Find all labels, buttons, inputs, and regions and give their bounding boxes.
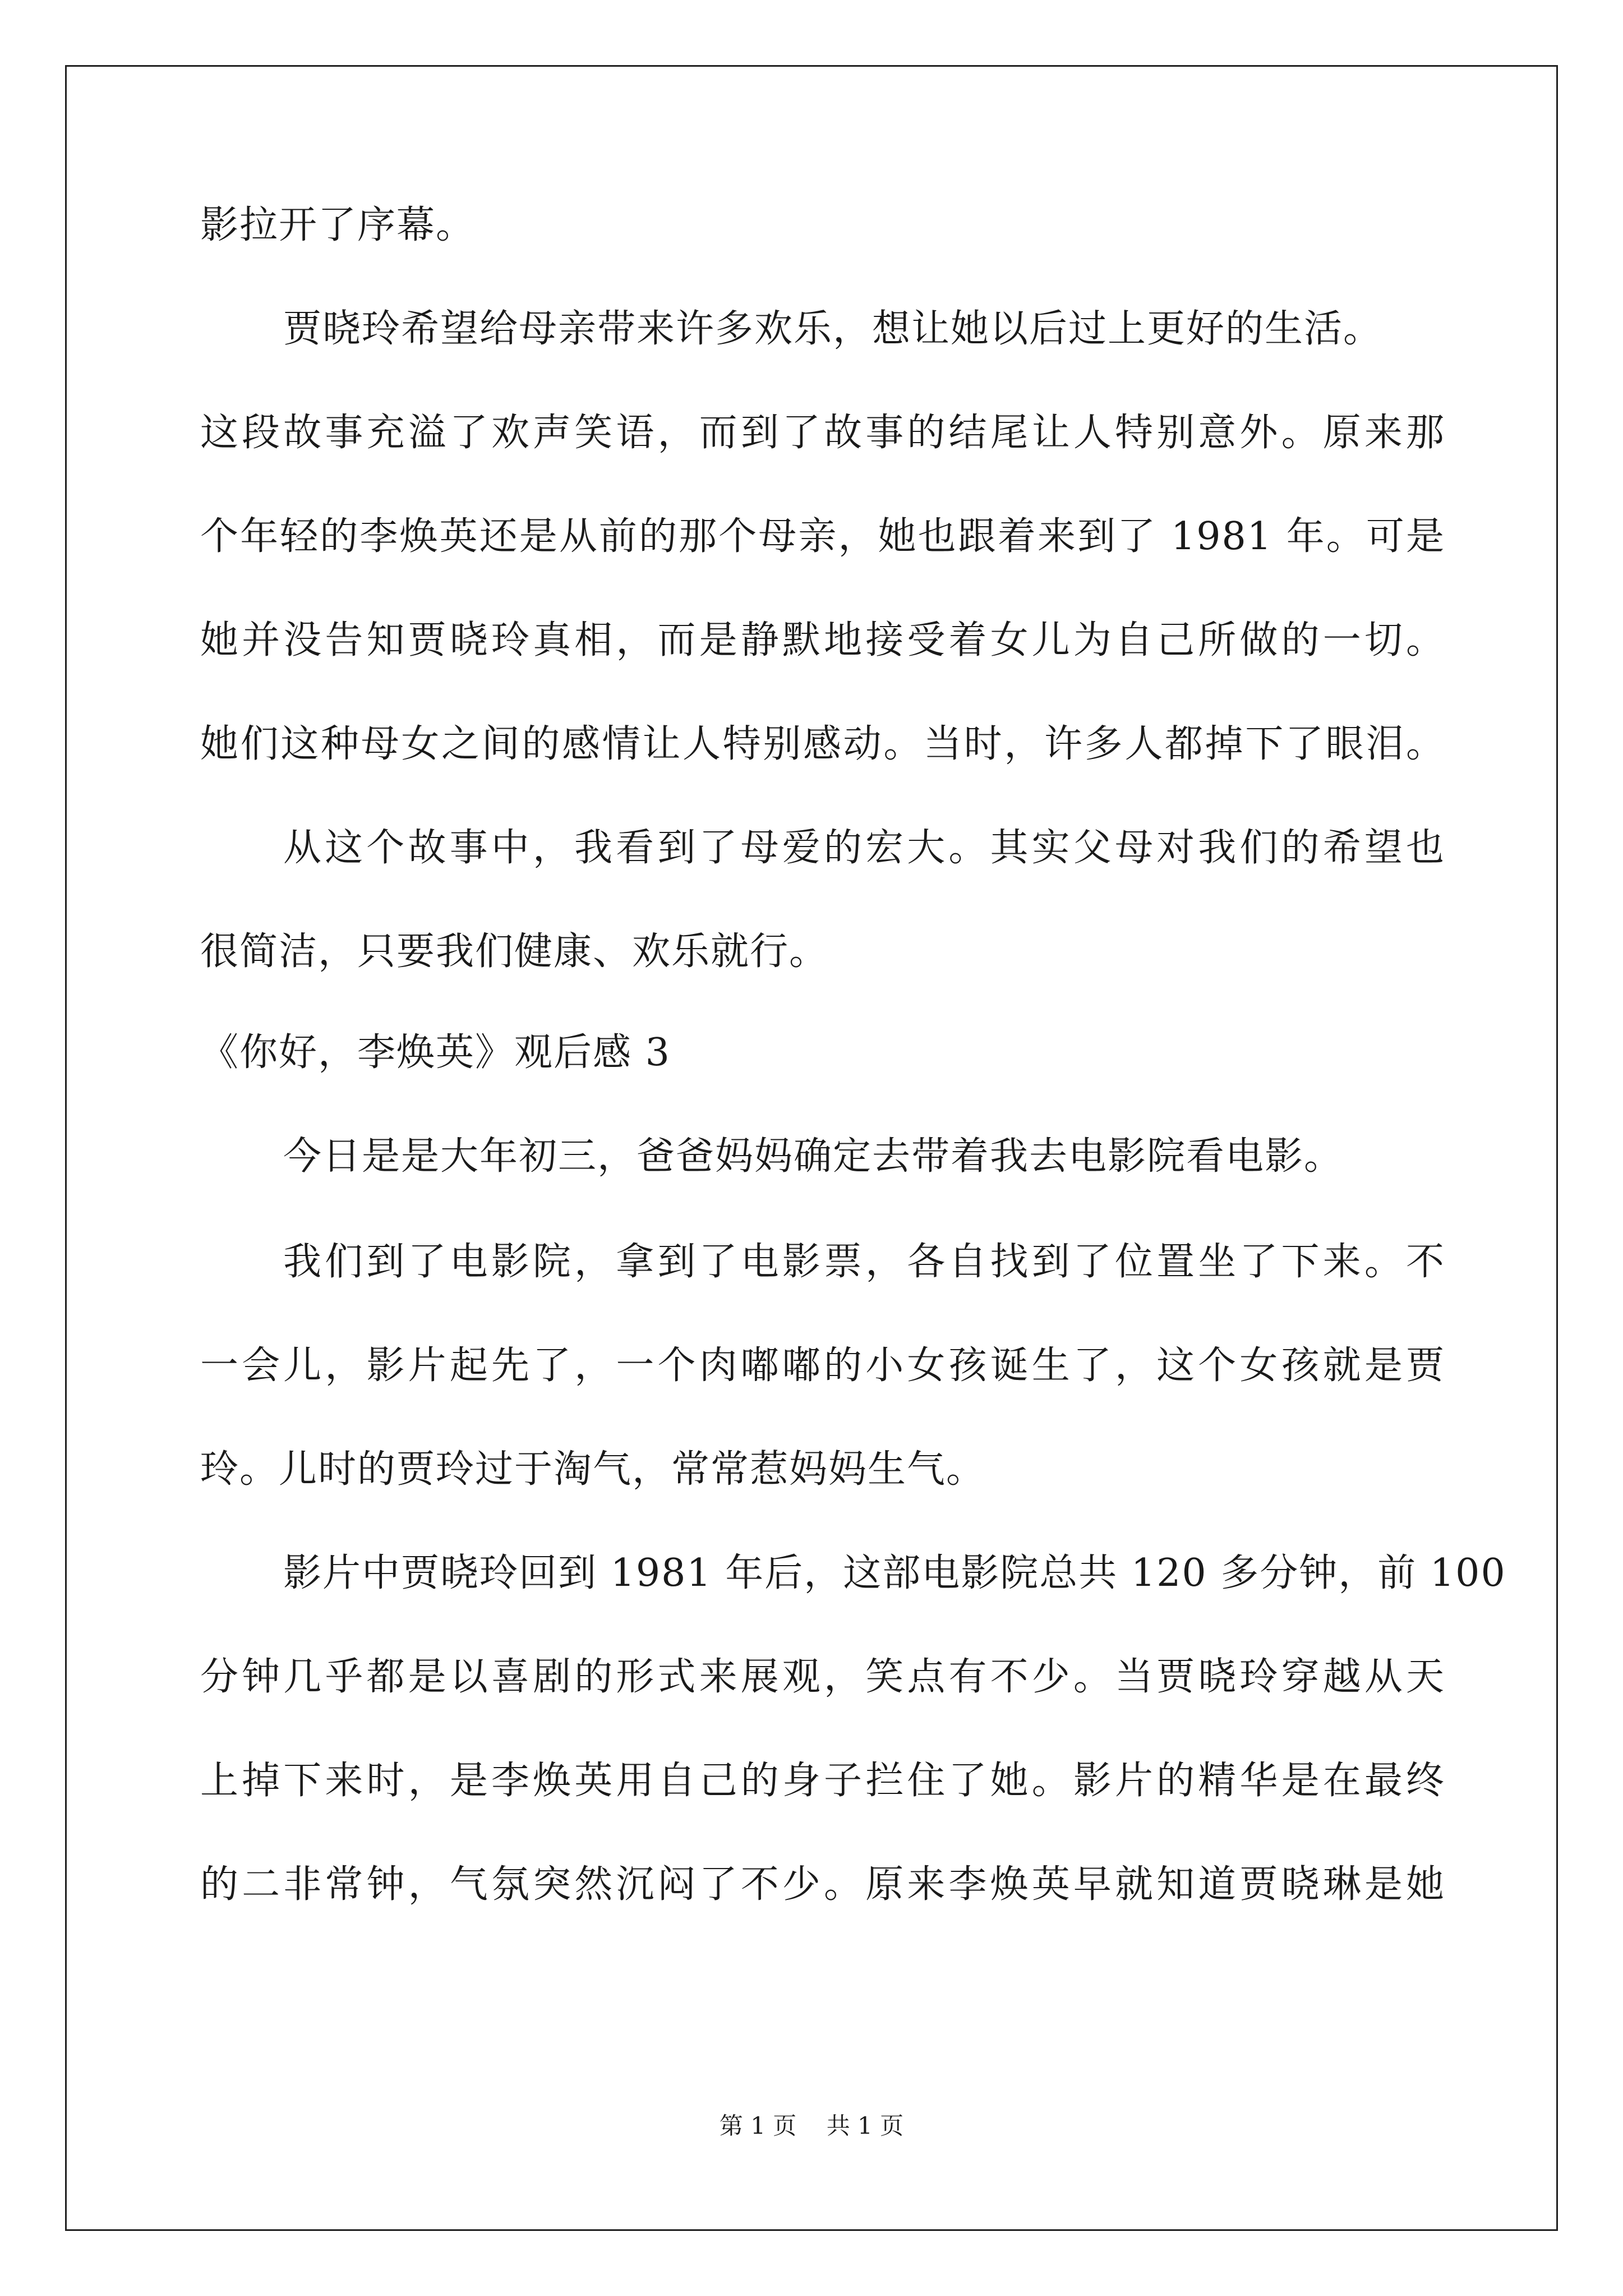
paragraph-line: 影片中贾晓玲回到 1981 年后，这部电影院总共 120 多分钟，前 100 xyxy=(283,1551,1506,1595)
page-footer: 第 1 页 共 1 页 xyxy=(719,2112,904,2139)
paragraph-line: 今日是是大年初三，爸爸妈妈确定去带着我去电影院看电影。 xyxy=(283,1134,1344,1179)
section-heading: 《你好，李焕英》观后感 3 xyxy=(200,1030,671,1075)
text-line: 很简洁，只要我们健康、欢乐就行。 xyxy=(200,930,829,974)
text-line: 的二非常钟，气氛突然沉闷了不少。原来李焕英早就知道贾晓琳是她 xyxy=(200,1862,1445,1907)
paragraph-line: 从这个故事中，我看到了母爱的宏大。其实父母对我们的希望也 xyxy=(283,826,1445,870)
text-line: 玲。儿时的贾玲过于淘气，常常惹妈妈生气。 xyxy=(200,1447,986,1492)
text-line: 个年轻的李焕英还是从前的那个母亲，她也跟着来到了 1981 年。可是 xyxy=(200,514,1445,559)
text-line: 她们这种母女之间的感情让人特别感动。当时，许多人都掉下了眼泪。 xyxy=(200,722,1445,766)
text-line: 分钟几乎都是以喜剧的形式来展观，笑点有不少。当贾晓玲穿越从天 xyxy=(200,1655,1445,1699)
text-line: 她并没告知贾晓玲真相，而是静默地接受着女儿为自己所做的一切。 xyxy=(200,618,1445,662)
paragraph-line: 我们到了电影院，拿到了电影票，各自找到了位置坐了下来。不 xyxy=(283,1240,1445,1284)
text-line: 一会儿，影片起先了，一个肉嘟嘟的小女孩诞生了，这个女孩就是贾 xyxy=(200,1343,1445,1388)
text-line: 影拉开了序幕。 xyxy=(200,203,476,247)
paragraph-line: 贾晓玲希望给母亲带来许多欢乐，想让她以后过上更好的生活。 xyxy=(283,307,1383,351)
text-line: 这段故事充溢了欢声笑语，而到了故事的结尾让人特别意外。原来那 xyxy=(200,411,1445,455)
text-line: 上掉下来时，是李焕英用自己的身子拦住了她。影片的精华是在最终 xyxy=(200,1759,1445,1803)
